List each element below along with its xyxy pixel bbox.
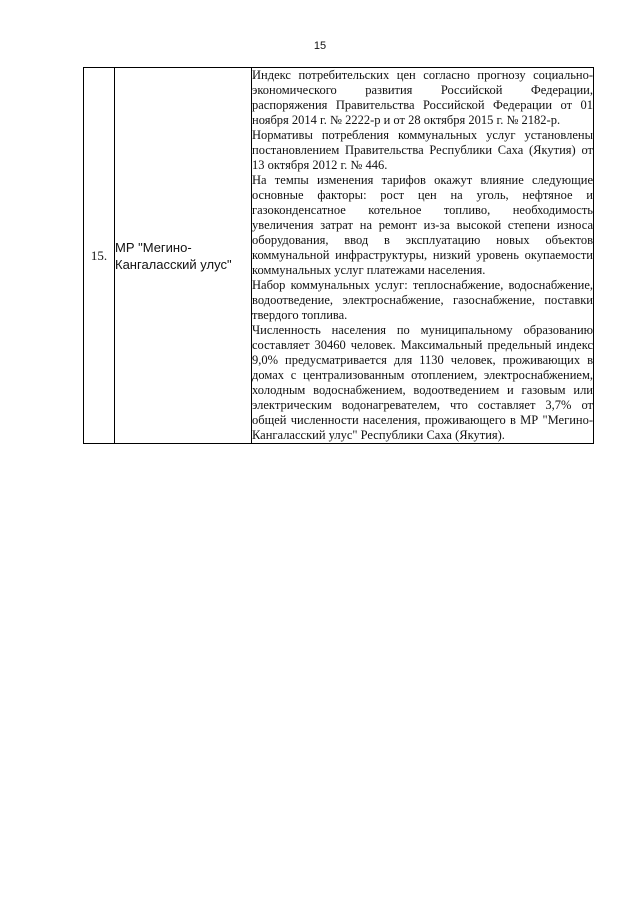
paragraph-cpi: Индекс потребительских цен согласно прогнозу социально-экономического развития Российской Федерации, распоряжения Правительства Российской Федерации от 01 ноября 2014 г. № 2222-р и от 28 октября 2015 г. № 2182-р.: [252, 68, 593, 127]
table-row: [84, 68, 594, 444]
paragraph-services: Набор коммунальных услуг: теплоснабжение, водоснабжение, водоотведение, электроснабжение, газоснабжение, поставки твердого топлива.: [252, 278, 593, 322]
tariff-table: [83, 67, 594, 444]
description-cell: [252, 68, 594, 444]
paragraph-norms: Нормативы потребления коммунальных услуг установлены постановлением Правительства Республики Саха (Якутия) от 13 октября 2012 г. № 446.: [252, 128, 593, 172]
municipality-name: МР "Мегино-Кангаласский улус": [115, 68, 252, 444]
paragraph-population: Численность населения по муниципальному образованию составляет 30460 человек. Максимальный предельный индекс 9,0% предусматривается для 1130 человек, проживающих в домах с централизованным отоплением, электроснабжением, холодным водоснабжением, водоотведением и газовым или электрическим водонагревателем, что составляет 3,7% от общей численности населения, проживающего в МР "Мегино-Кангаласский улус" Республики Саха (Якутия).: [252, 323, 593, 442]
row-number: 15.: [84, 68, 115, 444]
paragraph-factors: На темпы изменения тарифов окажут влияние следующие основные факторы: рост цен на уголь, нефтяное и газоконденсатное котельное топливо, необходимость увеличения затрат на ремонт из-за высокой степени износа оборудования, ввод в эксплуатацию новых объектов коммунальной инфраструктуры, низкий уровень окупаемости коммунальных услуг платежами населения.: [252, 173, 593, 277]
page-number: 15: [313, 40, 327, 52]
